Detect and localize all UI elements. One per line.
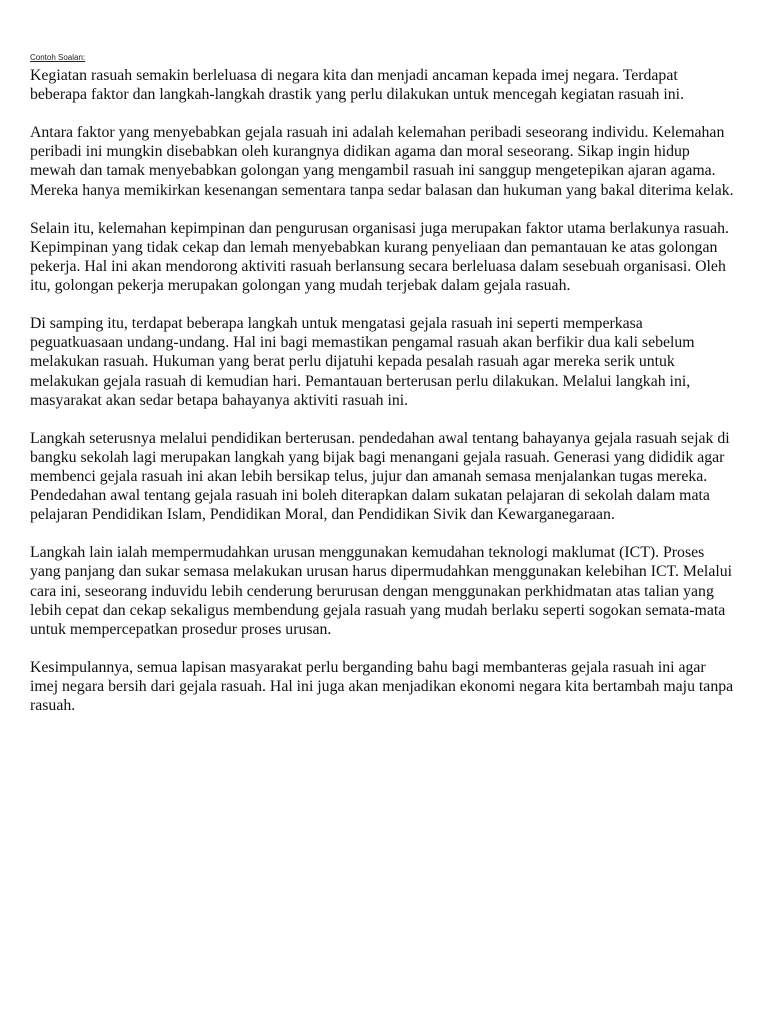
paragraph-leadership-weakness: Selain itu, kelemahan kepimpinan dan pengurusan organisasi juga merupakan faktor utama berlakunya rasuah. Kepimpinan yang tidak cekap dan lemah menyebabkan kurang penyeliaan dan pemantauan ke atas golongan pekerja. Hal ini akan mendorong aktiviti rasuah berlansung secara berleluasa dalam sesebuah organisasi. Oleh itu, golongan pekerja merupakan golongan yang mudah terjebak dalam gejala rasuah. xyxy=(30,219,729,295)
question-label: Contoh Soalan: xyxy=(30,53,86,62)
paragraph-conclusion: Kesimpulannya, semua lapisan masyarakat perlu berganding bahu bagi membanteras gejala rasuah ini agar imej negara bersih dari gejala rasuah. Hal ini juga akan menjadikan ekonomi negara kita bertambah maju tanpa rasuah. xyxy=(30,658,734,715)
paragraph-personal-weakness: Antara faktor yang menyebabkan gejala rasuah ini adalah kelemahan peribadi seseorang individu. Kelemahan peribadi ini mungkin disebabkan oleh kurangnya didikan agama dan moral seseorang. Sikap ingin hidup mewah dan tamak menyebabkan golongan yang mengambil rasuah ini sanggup mengetepikan ajaran agama. Mereka hanya memikirkan kesenangan sementara tanpa sedar balasan dan hukuman yang bakal diterima kelak. xyxy=(30,124,734,199)
paragraph-education: Langkah seterusnya melalui pendidikan berterusan. pendedahan awal tentang bahayanya gejala rasuah sejak di bangku sekolah lagi merupakan langkah yang bijak bagi menangani gejala rasuah. Generasi yang dididik agar membenci gejala rasuah ini akan lebih bersikap telus, jujur dan amanah semasa menjalankan tugas mereka. Pendedahan awal tentang gejala rasuah ini boleh diterapkan dalam sukatan pelajaran di sekolah dalam mata pelajaran Pendidikan Islam, Pendidikan Moral, dan Pendidikan Sivik dan Kewarganegaraan. xyxy=(30,429,730,524)
paragraph-introduction: Kegiatan rasuah semakin berleluasa di negara kita dan menjadi ancaman kepada imej negara. Terdapat beberapa faktor dan langkah-langkah drastik yang perlu dilakukan untuk mencegah kegiatan rasuah ini. xyxy=(30,67,685,104)
document-page xyxy=(30,52,736,715)
paragraph-law-enforcement: Di samping itu, terdapat beberapa langkah untuk mengatasi gejala rasuah ini seperti memperkasa peguatkuasaan undang-undang. Hal ini bagi memastikan pengamal rasuah akan berfikir dua kali sebelum melakukan rasuah. Hukuman yang berat perlu dijatuhi kepada pesalah rasuah agar mereka serik untuk melakukan gejala rasuah di kemudian hari. Pemantauan berterusan perlu dilakukan. Melalui langkah ini, masyarakat akan sedar betapa bahayanya aktiviti rasuah ini. xyxy=(30,315,695,409)
paragraph-ict: Langkah lain ialah mempermudahkan urusan menggunakan kemudahan teknologi maklumat (ICT). Proses yang panjang dan sukar semasa melakukan urusan harus dipermudahkan menggunakan kelebihan ICT. Melalui cara ini, seseorang induvidu lebih cenderung berurusan dengan menggunakan perkhidmatan atas talian yang lebih cepat dan cekap sekaligus membendung gejala rasuah yang mudah berlaku seperti sogokan semata-mata untuk mempercepatkan prosedur proses urusan. xyxy=(30,544,733,638)
